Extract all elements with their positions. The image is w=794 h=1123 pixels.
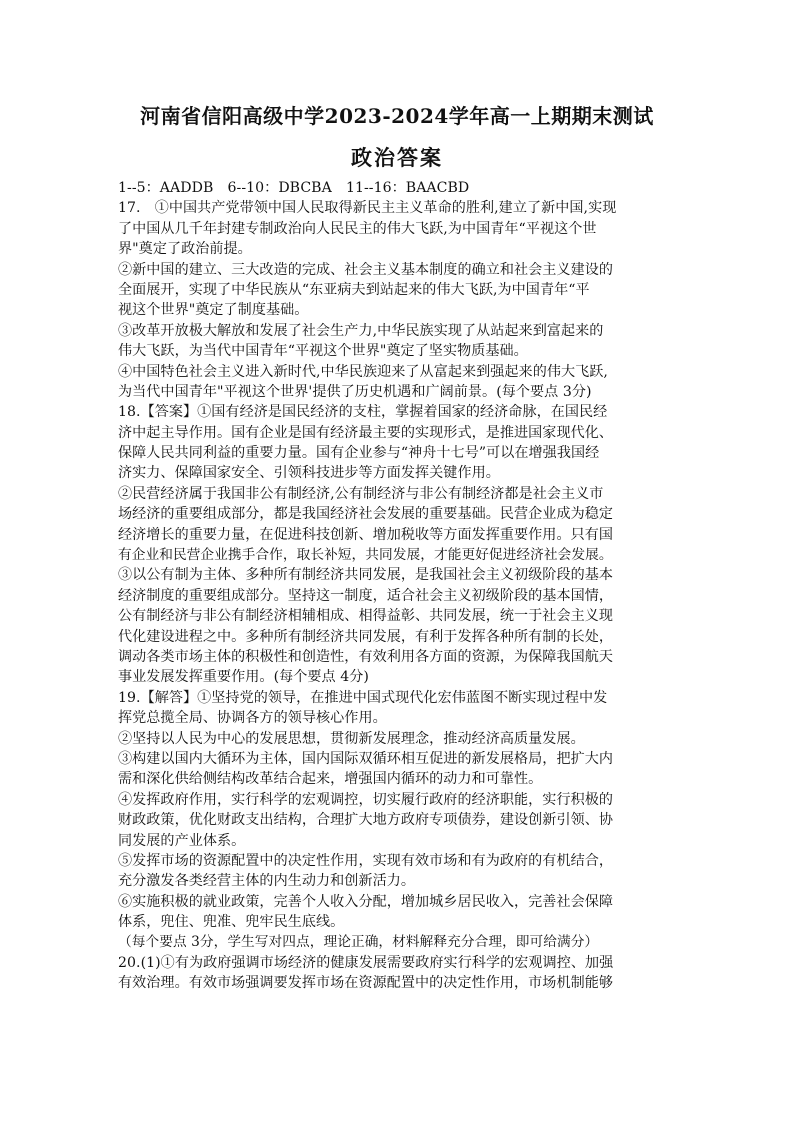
answer-line: （每个要点 3分，学生写对四点，理论正确，材料解释充分合理，即可给满分） xyxy=(118,934,599,951)
answer-line: 为当代中国青年"平视这个世界'提供了历史机遇和广阔前景。(每个要点 3分) xyxy=(118,383,592,400)
answer-line: 体系，兜住、兜准、兜牢民生底线。 xyxy=(118,914,345,931)
answer-line: 调动各类市场主体的积极性和创造性，有效利用各方面的资源，为保障我国航天 xyxy=(118,648,614,665)
answer-line: 同发展的产业体系。 xyxy=(118,832,246,849)
answer-line: 公有制经济与非公有制经济相辅相成、相得益彰、共同发展，统一于社会主义现 xyxy=(118,608,614,625)
answer-line: 有企业和民营企业携手合作，取长补短，共同发展，才能更好促进经济社会发展。 xyxy=(118,547,613,564)
answer-line: 20.(1)①有为政府强调市场经济的健康发展需要政府实行科学的宏观调控、加强 xyxy=(118,954,614,971)
answer-line: 经济增长的重要力量，在促进科技创新、增加税收等方面发挥重要作用。只有国 xyxy=(118,526,614,543)
answer-line: 全面展开，实现了中华民族从“东亚病夫到站起来的伟大飞跃,为中国青年“平 xyxy=(118,281,590,298)
answer-line: ②坚持以人民为中心的发展思想，贯彻新发展理念，推动经济高质量发展。 xyxy=(118,730,585,747)
answer-line: ⑥实施积极的就业政策，完善个人收入分配，增加城乡居民收入，完善社会保障 xyxy=(118,893,614,910)
answer-line: 保障人民共同利益的重要力量。国有企业参与“神舟十七号”可以在增强我国经 xyxy=(118,445,600,462)
answer-line: 17. ①中国共产党带领中国人民取得新民主主义革命的胜利,建立了新中国,实现 xyxy=(118,200,617,217)
answer-line: 18.【答案】①国有经济是国民经济的支柱，掌握着国家的经济命脉，在国民经 xyxy=(118,404,608,421)
answer-line: ⑤发挥市场的资源配置中的决定性作用，实现有效市场和有为政府的有机结合， xyxy=(118,852,614,869)
answer-line: 1--5：AADDB 6--10：DBCBA 11--16：BAACBD xyxy=(118,180,470,196)
answer-line: ④发挥政府作用，实行科学的宏观调控，切实履行政府的经济职能，实行积极的 xyxy=(118,791,614,808)
answer-line: 事业发展发挥重要作用。(每个要点 4分) xyxy=(118,669,369,686)
answer-line: 财政政策，优化财政支出结构，合理扩大地方政府专项债券，建设创新引领、协 xyxy=(118,812,614,829)
answer-line: 19.【解答】①坚持党的领导，在推进中国式现代化宏伟蓝图不断实现过程中发 xyxy=(118,689,608,706)
answer-body xyxy=(118,178,681,994)
answer-line: 济实力、保障国家安全、引领科技进步等方面发挥关键作用。 xyxy=(118,465,500,482)
answer-line: ②新中国的建立、三大改造的完成、社会主义基本制度的确立和社会主义建设的 xyxy=(118,261,614,278)
answer-line: 有效治理。有效市场强调要发挥市场在资源配置中的决定性作用，市场机制能够 xyxy=(118,975,614,992)
answer-line: 需和深化供给侧结构改革结合起来，增强国内循环的动力和可靠性。 xyxy=(118,771,543,788)
answer-line: 济中起主导作用。国有企业是国有经济最主要的实现形式，是推进国家现代化、 xyxy=(118,424,614,441)
document-title: 河南省信阳高级中学2023-2024学年高一上期期末测试 xyxy=(140,104,654,128)
answer-line: ③改革开放极大解放和发展了社会生产力,中华民族实现了从站起来到富起来的 xyxy=(118,322,604,339)
answer-line: 视这个世界"奠定了制度基础。 xyxy=(118,302,309,319)
answer-line: ③以公有制为主体、多种所有制经济共同发展，是我国社会主义初级阶段的基本 xyxy=(118,567,614,584)
answer-line: 伟大飞跃，为当代中国青年“平视这个世界"奠定了坚实物质基础。 xyxy=(118,343,528,360)
answer-line: 挥党总揽全局、协调各方的领导核心作用。 xyxy=(118,710,387,727)
document-subtitle: 政治答案 xyxy=(351,145,443,170)
answer-line: ②民营经济属于我国非公有制经济,公有制经济与非公有制经济都是社会主义市 xyxy=(118,485,604,502)
answer-line: ④中国特色社会主义进入新时代,中华民族迎来了从富起来到强起来的伟大飞跃, xyxy=(118,363,608,380)
answer-line: 了中国从几千年封建专制政治向人民民主的伟大飞跃,为中国青年“平视这个世 xyxy=(118,220,597,237)
answer-line: 经济制度的重要组成部分。坚持这一制度，适合社会主义初级阶段的基本国情， xyxy=(118,587,614,604)
answer-line: ③构建以国内大循环为主体，国内国际双循环相互促进的新发展格局，把扩大内 xyxy=(118,750,614,767)
answer-line: 代化建设进程之中。多种所有制经济共同发展，有利于发挥各种所有制的长处， xyxy=(118,628,614,645)
answer-line: 场经济的重要组成部分，都是我国经济社会发展的重要基础。民营企业成为稳定 xyxy=(118,506,614,523)
answer-line: 充分激发各类经营主体的内生动力和创新活力。 xyxy=(118,873,416,890)
answer-line: 界"奠定了政治前提。 xyxy=(118,241,252,258)
